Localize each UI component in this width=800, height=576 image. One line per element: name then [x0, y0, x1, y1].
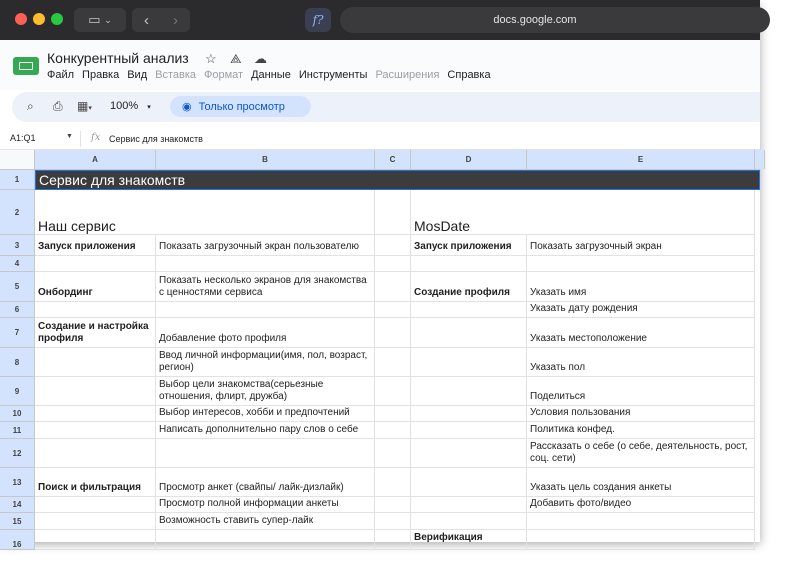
cloud-icon[interactable]: ☁: [254, 51, 267, 66]
row-header-3[interactable]: 3: [0, 235, 35, 256]
cell-b5[interactable]: Показать несколько экранов для знакомства с ценностями сервиса: [156, 272, 375, 302]
cell-c2[interactable]: [375, 190, 411, 235]
zoom-select[interactable]: [110, 100, 151, 112]
cell-a8[interactable]: [35, 348, 156, 377]
cell-b7[interactable]: Добавление фото профиля: [156, 318, 375, 348]
menu-bar: [47, 69, 499, 81]
cell-d9[interactable]: [411, 377, 527, 406]
cell-a3[interactable]: Запуск приложения: [35, 235, 156, 256]
menu-insert[interactable]: Вставка: [155, 69, 197, 81]
cell-c6[interactable]: [375, 302, 411, 318]
document-title[interactable]: Конкурентный анализ: [47, 50, 189, 66]
move-icon[interactable]: ⟁: [230, 51, 242, 66]
cell-b12[interactable]: [156, 439, 375, 468]
url-text: docs.google.com: [493, 14, 577, 26]
cell-a12[interactable]: [35, 439, 156, 468]
cell-e5[interactable]: Указать имя: [527, 272, 755, 302]
cell-d7[interactable]: [411, 318, 527, 348]
cell-a15[interactable]: [35, 513, 156, 530]
cell-c8[interactable]: [375, 348, 411, 377]
row-header-1[interactable]: 1: [0, 170, 35, 190]
cell-b16[interactable]: [156, 530, 375, 550]
cell-e3[interactable]: Показать загрузочный экран: [527, 235, 755, 256]
cell-e8[interactable]: Указать пол: [527, 348, 755, 377]
column-header-e[interactable]: E: [527, 150, 755, 169]
menu-format[interactable]: Формат: [204, 69, 244, 81]
cell-a13[interactable]: Поиск и фильтрация: [35, 468, 156, 497]
formula-input[interactable]: Сервис для знакомств: [109, 134, 203, 144]
menu-edit[interactable]: Правка: [82, 69, 120, 81]
view-only-label: Только просмотр: [198, 100, 285, 113]
cell-b4[interactable]: [156, 256, 375, 272]
cell-c11[interactable]: [375, 422, 411, 439]
cell-e12[interactable]: Рассказать о себе (о себе, деятельность, рост, соц. сети): [527, 439, 755, 468]
cell-d8[interactable]: [411, 348, 527, 377]
row-header-7[interactable]: 7: [0, 318, 35, 348]
sidebar-icon: ▭: [88, 12, 101, 27]
cell-d4[interactable]: [411, 256, 527, 272]
cell-b10[interactable]: Выбор интересов, хобби и предпочтений: [156, 406, 375, 422]
cell-e14[interactable]: Добавить фото/видео: [527, 497, 755, 513]
row-header-2[interactable]: 2: [0, 190, 35, 235]
extension-icon[interactable]: f?: [305, 8, 331, 32]
row-header-6[interactable]: 6: [0, 302, 35, 318]
column-header-b[interactable]: B: [156, 150, 375, 169]
cell-a9[interactable]: [35, 377, 156, 406]
column-header-f[interactable]: [755, 150, 765, 169]
zoom-value: 100%: [110, 100, 139, 112]
cell-d12[interactable]: [411, 439, 527, 468]
cell-c9[interactable]: [375, 377, 411, 406]
address-bar[interactable]: [340, 7, 770, 33]
cell-e4[interactable]: [527, 256, 755, 272]
cell-d10[interactable]: [411, 406, 527, 422]
cell-a4[interactable]: [35, 256, 156, 272]
cell-e16[interactable]: [527, 530, 755, 550]
cell-c14[interactable]: [375, 497, 411, 513]
cell-a2[interactable]: Наш сервис: [35, 190, 156, 235]
cell-e6[interactable]: Указать дату рождения: [527, 302, 755, 318]
cell-a11[interactable]: [35, 422, 156, 439]
menu-extensions[interactable]: Расширения: [375, 69, 440, 81]
menu-view[interactable]: Вид: [127, 69, 148, 81]
column-header-c[interactable]: C: [375, 150, 411, 169]
row-header-12[interactable]: 12: [0, 439, 35, 468]
cell-a6[interactable]: [35, 302, 156, 318]
cell-c16[interactable]: [375, 530, 411, 550]
menu-data[interactable]: Данные: [251, 69, 291, 81]
cell-a7[interactable]: Создание и настройка профиля: [35, 318, 156, 348]
cell-a5[interactable]: Онбординг: [35, 272, 156, 302]
sheets-logo-icon[interactable]: [13, 57, 39, 75]
cell-d15[interactable]: [411, 513, 527, 530]
cell-b14[interactable]: Просмотр полной информации анкеты: [156, 497, 375, 513]
cell-c4[interactable]: [375, 256, 411, 272]
cell-d14[interactable]: [411, 497, 527, 513]
select-all-corner[interactable]: [0, 150, 35, 169]
row-header-5[interactable]: 5: [0, 272, 35, 302]
cell-e15[interactable]: [527, 513, 755, 530]
cell-e11[interactable]: Политика конфед.: [527, 422, 755, 439]
cell-d2[interactable]: MosDate: [411, 190, 527, 235]
chevron-down-icon: ⌄: [104, 14, 112, 25]
menu-help[interactable]: Справка: [447, 69, 491, 81]
cell-e7[interactable]: Указать местоположение: [527, 318, 755, 348]
cell-e2[interactable]: [527, 190, 755, 235]
name-box[interactable]: A1:Q1: [10, 133, 36, 143]
cell-c3[interactable]: [375, 235, 411, 256]
cell-c7[interactable]: [375, 318, 411, 348]
row-header-13[interactable]: 13: [0, 468, 35, 497]
cell-b3[interactable]: Показать загрузочный экран пользователю: [156, 235, 375, 256]
back-button[interactable]: ‹: [144, 11, 149, 29]
print-icon[interactable]: ⎙: [53, 99, 63, 113]
cell-e9[interactable]: Поделиться: [527, 377, 755, 406]
cell-b11[interactable]: Написать дополнительно пару слов о себе: [156, 422, 375, 439]
column-header-a[interactable]: A: [35, 150, 156, 169]
cell-b8[interactable]: Ввод личной информации(имя, пол, возраст, регион): [156, 348, 375, 377]
cell-d5[interactable]: Создание профиля: [411, 272, 527, 302]
row-header-8[interactable]: 8: [0, 348, 35, 377]
cell-e13[interactable]: Указать цель создания анкеты: [527, 468, 755, 497]
cell-b6[interactable]: [156, 302, 375, 318]
maximize-window-button[interactable]: [51, 13, 63, 25]
browser-titlebar: [0, 0, 760, 40]
fx-icon: fx: [91, 132, 101, 143]
row-header-14[interactable]: 14: [0, 497, 35, 513]
cell-c13[interactable]: [375, 468, 411, 497]
menu-tools[interactable]: Инструменты: [298, 69, 368, 81]
row-header-11[interactable]: 11: [0, 422, 35, 439]
close-window-button[interactable]: [15, 13, 27, 25]
cell-c10[interactable]: [375, 406, 411, 422]
banner-cell[interactable]: Сервис для знакомств: [35, 170, 760, 190]
zoom-dropdown-icon: ▾: [147, 104, 151, 111]
spreadsheet-grid: [0, 150, 760, 549]
row-header-9[interactable]: 9: [0, 377, 35, 406]
cell-b13[interactable]: Просмотр анкет (свайпы/ лайк-дизлайк): [156, 468, 375, 497]
cell-b9[interactable]: Выбор цели знакомства(серьезные отношения, флирт, дружба): [156, 377, 375, 406]
cell-d11[interactable]: [411, 422, 527, 439]
cell-d16[interactable]: Верификация: [411, 530, 527, 550]
sidebar-toggle-button[interactable]: [74, 8, 126, 32]
cell-c5[interactable]: [375, 272, 411, 302]
cell-d13[interactable]: [411, 468, 527, 497]
cell-a10[interactable]: [35, 406, 156, 422]
cell-a16[interactable]: [35, 530, 156, 550]
row-header-15[interactable]: 15: [0, 513, 35, 530]
cell-b2[interactable]: [156, 190, 375, 235]
cell-e10[interactable]: Условия пользования: [527, 406, 755, 422]
star-icon[interactable]: ☆: [205, 51, 217, 66]
formula-divider: [80, 131, 81, 147]
eye-icon: ◉: [182, 101, 192, 113]
column-header-d[interactable]: D: [411, 150, 527, 169]
cell-c15[interactable]: [375, 513, 411, 530]
menu-file[interactable]: Файл: [47, 69, 75, 81]
minimize-window-button[interactable]: [33, 13, 45, 25]
cell-b15[interactable]: Возможность ставить супер-лайк: [156, 513, 375, 530]
forward-button[interactable]: ›: [173, 11, 178, 29]
cell-a14[interactable]: [35, 497, 156, 513]
cell-d3[interactable]: Запуск приложения: [411, 235, 527, 256]
row-header-4[interactable]: 4: [0, 256, 35, 272]
row-header-16[interactable]: 16: [0, 530, 35, 550]
search-icon[interactable]: ⌕: [27, 99, 34, 113]
cell-c12[interactable]: [375, 439, 411, 468]
cell-d6[interactable]: [411, 302, 527, 318]
view-only-button[interactable]: [170, 96, 311, 117]
row-header-10[interactable]: 10: [0, 406, 35, 422]
nav-buttons: [132, 8, 190, 32]
format-icon[interactable]: ▦▾: [77, 99, 92, 113]
namebox-dropdown-icon[interactable]: ▼: [66, 133, 73, 140]
